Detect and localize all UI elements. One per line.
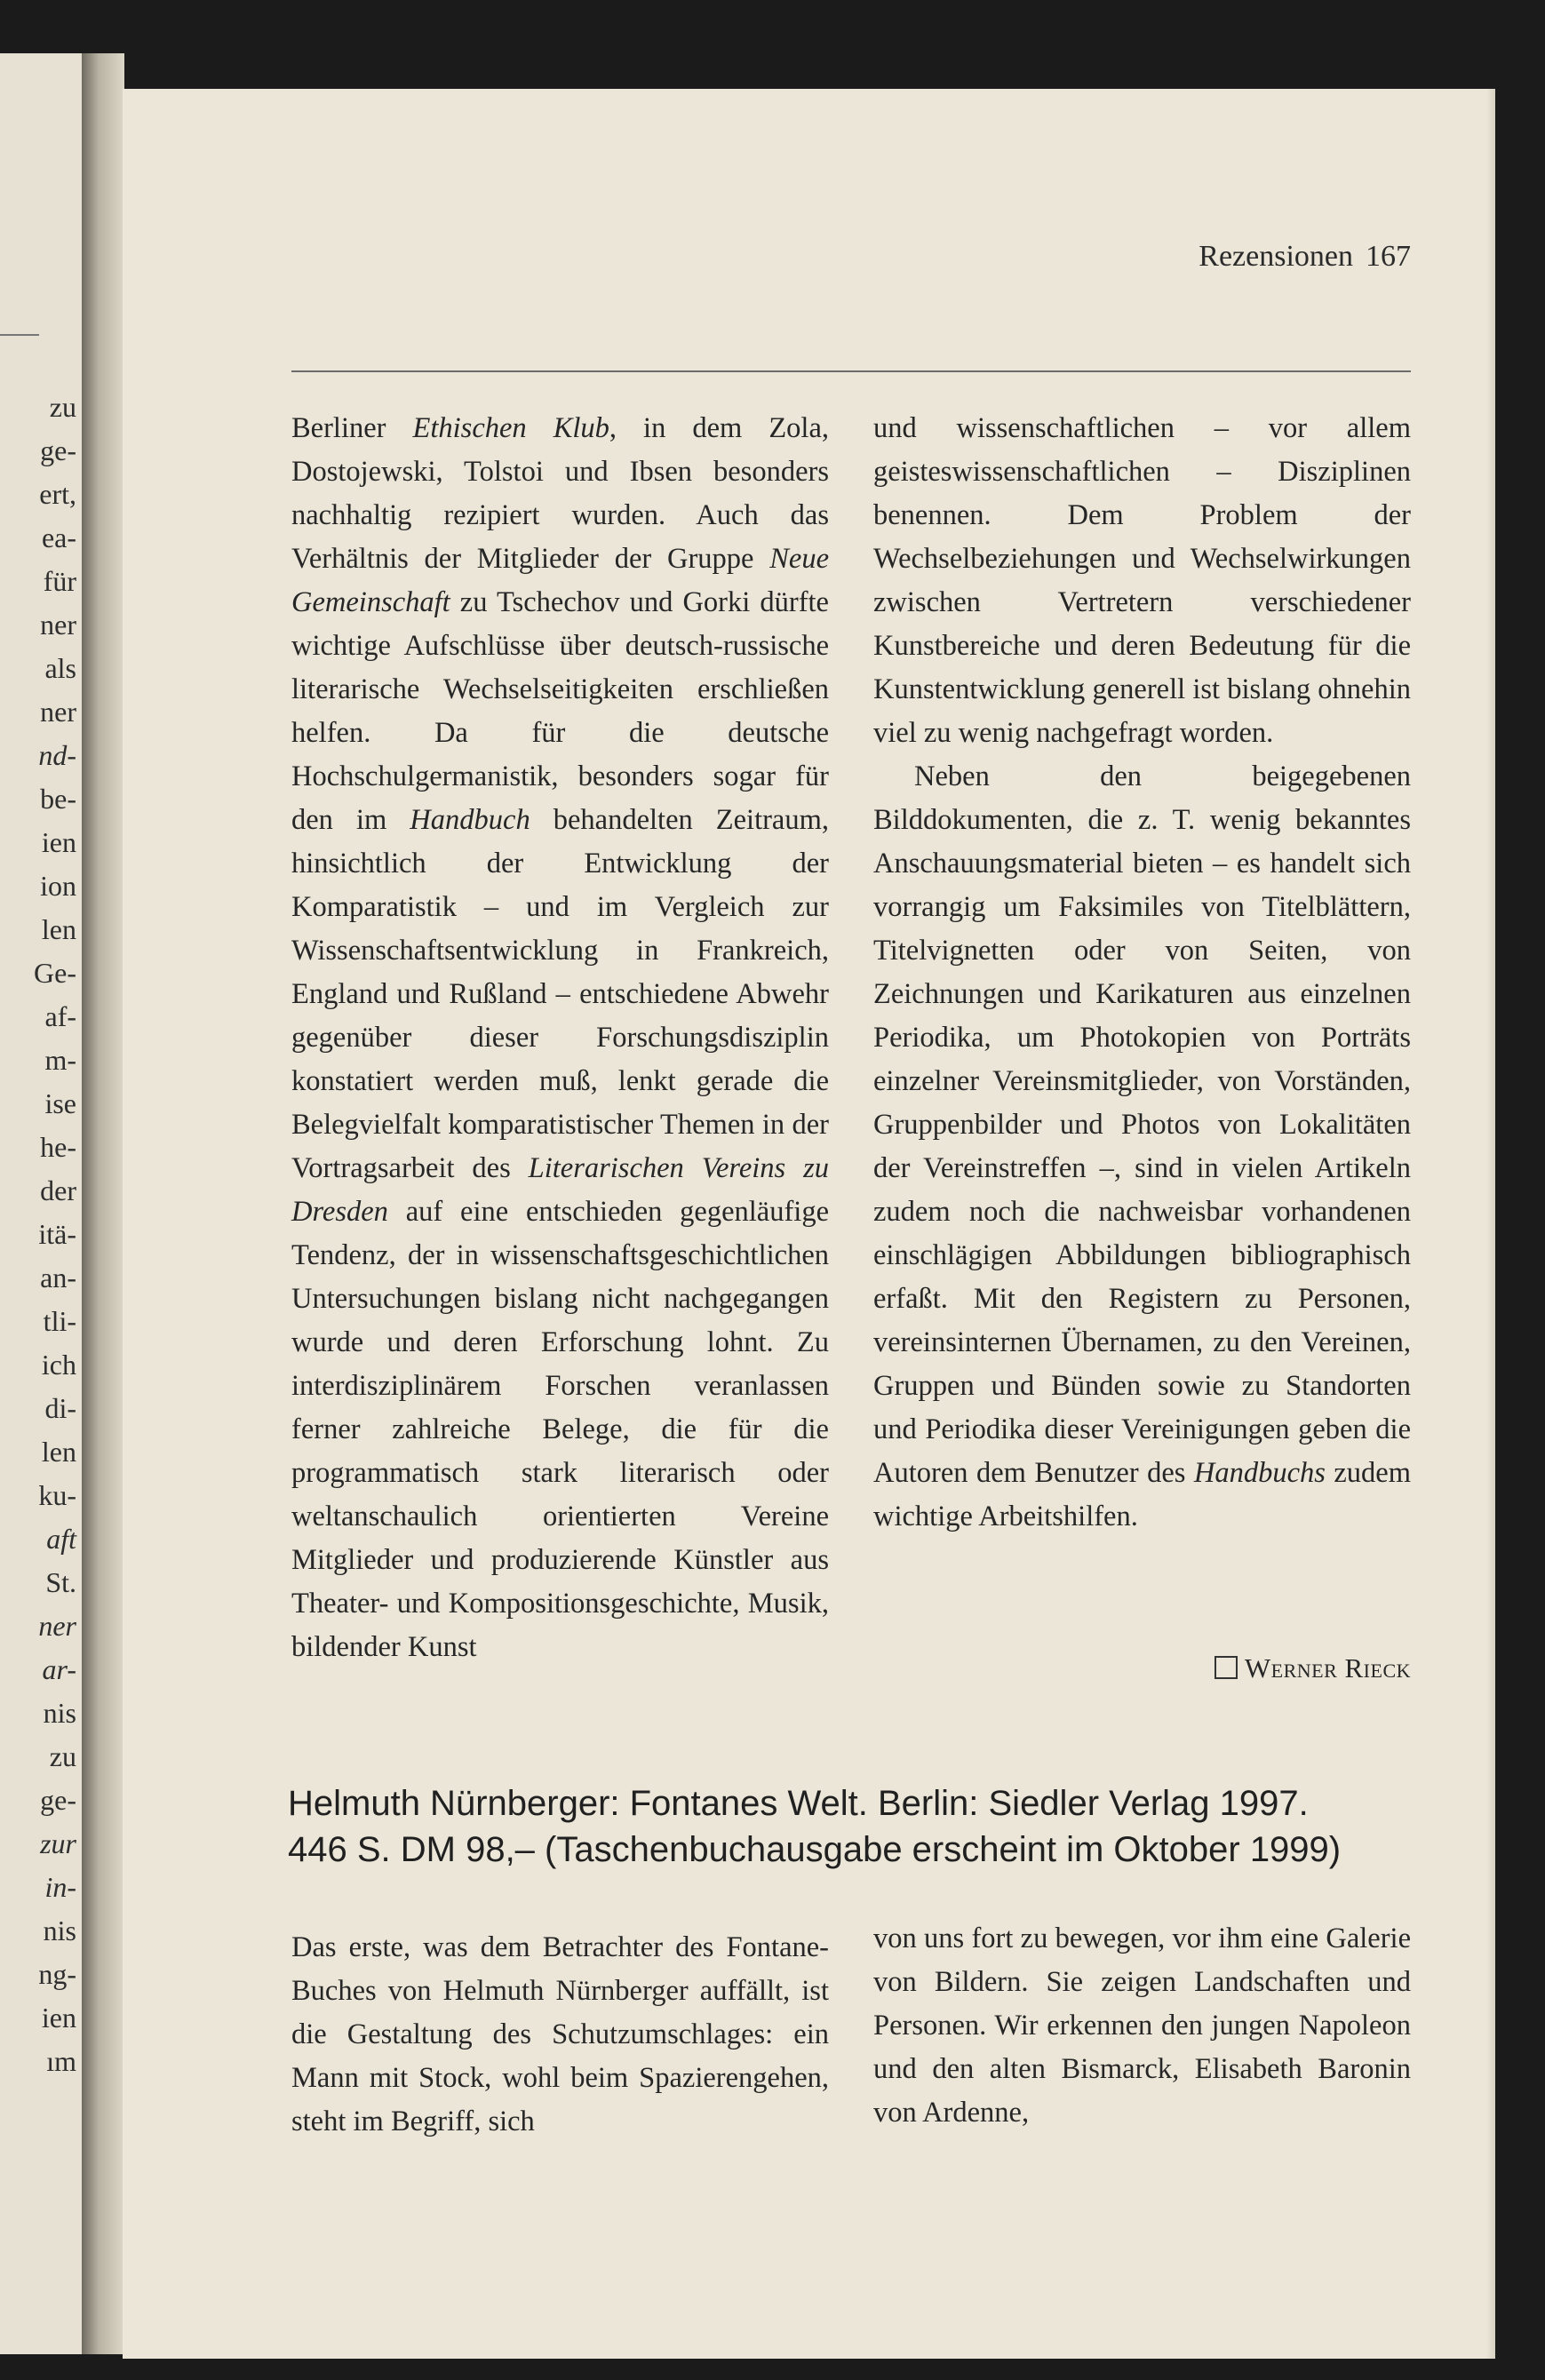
previous-page-fragment: ım (46, 2045, 76, 2077)
previous-page-fragment: he- (40, 1131, 76, 1163)
book-gutter (82, 53, 124, 2354)
previous-page-fragment: m- (44, 1044, 76, 1076)
previous-page-fragment: len (41, 1436, 76, 1468)
previous-page-rule (0, 334, 39, 336)
running-head (123, 240, 1411, 284)
previous-page-fragment: ise (44, 1087, 76, 1119)
previous-page-fragment: ion (40, 870, 76, 902)
header-rule (291, 370, 1411, 372)
page-number: 167 (1366, 240, 1411, 273)
previous-page-fragment: di- (44, 1392, 76, 1424)
previous-page-fragment: nis (43, 1914, 76, 1946)
previous-page-fragment: ich (41, 1349, 76, 1381)
previous-page-fragment: ner (40, 696, 76, 728)
review1-left-column (291, 407, 829, 1669)
previous-page-fragment: ea- (41, 521, 76, 553)
text-run: und wissenschaftlichen – vor allem geisteswissenschaftlichen – Disziplinen benennen. Dem Problem der Wechselbeziehungen und Wechselwirkungen zwischen Vertretern verschiedener Kunstbereiche und deren Bedeutung für die Kunstentwicklung generell ist bislang ohnehin viel zu wenig nachgefragt worden. (873, 412, 1411, 749)
previous-page-fragment: ner (38, 1610, 76, 1642)
italic-title: Handbuch (410, 804, 530, 836)
previous-page-fragment: af- (44, 1000, 76, 1032)
previous-page-fragment: ien (41, 2002, 76, 2034)
text-run: zu Tschechov und Gorki dürfte wichtige Aufschlüsse über deutsch-russische literarische Wechselseitigkeiten erschließen helfen. Da für die deutsche Hochschulgermanistik, besonders sogar für den im (291, 586, 829, 836)
previous-page-fragment: zur (40, 1827, 76, 1859)
previous-page-fragment: len (41, 913, 76, 945)
previous-page-fragment: ge- (40, 434, 76, 466)
previous-page-fragment: ku- (38, 1479, 76, 1511)
previous-page-edge (0, 53, 82, 2354)
text-run: Neben den beigegebenen Bilddokumenten, die z. T. wenig bekanntes Anschauungsmaterial bieten – es handelt sich vorrangig um Faksimiles von Titelblättern, Titelvignetten oder von Seiten, von Zeichnungen und Karikaturen aus einzelnen Periodika, um Photokopien von Porträts einzelner Vereinsmitglieder, von Vorständen, Gruppenbilder und Photos von Lokalitäten der Vereinstreffen –, sind in vielen Artikeln zudem noch die nachweisbar vorhandenen einschlägigen Abbildungen bibliographisch erfaßt. Mit den Registern zu Personen, vereinsinternen Übernamen, zu den Vereinen, Gruppen und Bünden sowie zu Standorten und Periodika dieser Vereinigungen geben die Autoren dem Benutzer des (873, 760, 1411, 1489)
previous-page-fragment: ar- (42, 1653, 76, 1685)
text-run: Das erste, was dem Betrachter des Fontane-Buches von Helmuth Nürnberger auffällt, ist die Gestaltung des Schutzumschlages: ein Mann mit Stock, wohl beim Spazierengehen, steht im Begriff, sich (291, 1931, 829, 2137)
previous-page-fragment: aft (46, 1523, 76, 1555)
text-run: von uns fort zu bewegen, vor ihm eine Galerie von Bildern. Sie zeigen Landschaften und Personen. Wir erkennen den jungen Napoleon und den alten Bismarck, Elisabeth Baronin von Ardenne, (873, 1922, 1411, 2129)
book-page (123, 89, 1495, 2359)
italic-title: Literarischen Vereins zu Dresden (291, 1152, 829, 1228)
text-run: zudem wichtige Arbeitshilfen. (873, 1457, 1411, 1532)
italic-title: Handbuchs (1193, 1457, 1326, 1489)
previous-page-fragment: nis (43, 1697, 76, 1729)
previous-page-fragment: nd- (38, 739, 76, 771)
previous-page-fragment: be- (40, 783, 76, 815)
previous-page-fragment: an- (40, 1262, 76, 1293)
previous-page-fragment: ge- (40, 1784, 76, 1816)
paragraph (873, 755, 1411, 1539)
previous-page-fragment: in- (44, 1871, 76, 1903)
review2-left-column (291, 1926, 829, 2144)
text-run: , in dem Zola, Dostojewski, Tolstoi und Ibsen besonders nachhaltig rezipiert wurden. Auch das Verhältnis der Mitglieder der Gruppe (291, 412, 830, 575)
running-head-section: Rezensionen (1199, 240, 1353, 273)
text-run: behandelten Zeitraum, hinsichtlich der Entwicklung der Komparatistik – und im Vergleich zur Wissenschaftsentwicklung in Frankreich, England und Rußland – entschiedene Abwehr gegenüber dieser Forschungsdisziplin konstatiert werden muß, lenkt gerade die Belegvielfalt komparatistischer Themen in der Vortragsarbeit des (291, 804, 830, 1184)
previous-page-fragment: zu (49, 391, 76, 423)
previous-page-fragment: St. (45, 1566, 76, 1598)
review2-heading (288, 1780, 1443, 1873)
text-run: Berliner (291, 412, 413, 444)
previous-page-fragment: Ge- (34, 957, 76, 989)
previous-page-fragment: ert, (39, 478, 76, 510)
italic-title: Ethischen Klub (412, 412, 609, 444)
review2-right-column (873, 1917, 1411, 2135)
paragraph (873, 1917, 1411, 2135)
paragraph (291, 1926, 829, 2144)
square-bullet-icon (1214, 1656, 1238, 1679)
previous-page-fragment: itä- (38, 1218, 76, 1250)
review-signature (878, 1652, 1411, 1684)
previous-page-fragment: ien (41, 826, 76, 858)
previous-page-fragment: ner (40, 609, 76, 641)
reviewer-name: Werner Rieck (1244, 1652, 1411, 1684)
previous-page-fragment: ng- (38, 1958, 76, 1990)
review1-right-column (873, 407, 1411, 1615)
text-run: auf eine entschieden gegenläufige Tendenz, der in wissenschaftsgeschichtlichen Untersuchungen bislang nicht nachgegangen wurde und deren Erforschung lohnt. Zu interdisziplinärem Forschen veranlassen ferner zahlreiche Belege, die für die programmatisch stark literarisch oder weltanschaulich orientierten Vereine Mitglieder und produzierende Künstler aus Theater- und Kompositionsgeschichte, Musik, bildender Kunst (291, 1196, 829, 1663)
previous-page-fragment: als (44, 652, 76, 684)
previous-page-fragment: tli- (43, 1305, 76, 1337)
italic-title: Neue Gemeinschaft (291, 543, 829, 618)
paragraph (873, 407, 1411, 755)
review2-heading-line2: 446 S. DM 98,– (Taschenbuchausgabe erscheint im Oktober 1999) (288, 1830, 1342, 1869)
previous-page-fragment: zu (49, 1740, 76, 1772)
page-edge-shadow (1486, 89, 1495, 2359)
review2-heading-line1: Helmuth Nürnberger: Fontanes Welt. Berlin: Siedler Verlag 1997. (288, 1784, 1309, 1823)
previous-page-fragment: für (43, 565, 76, 597)
paragraph (291, 407, 829, 1669)
previous-page-fragment: der (40, 1174, 76, 1206)
